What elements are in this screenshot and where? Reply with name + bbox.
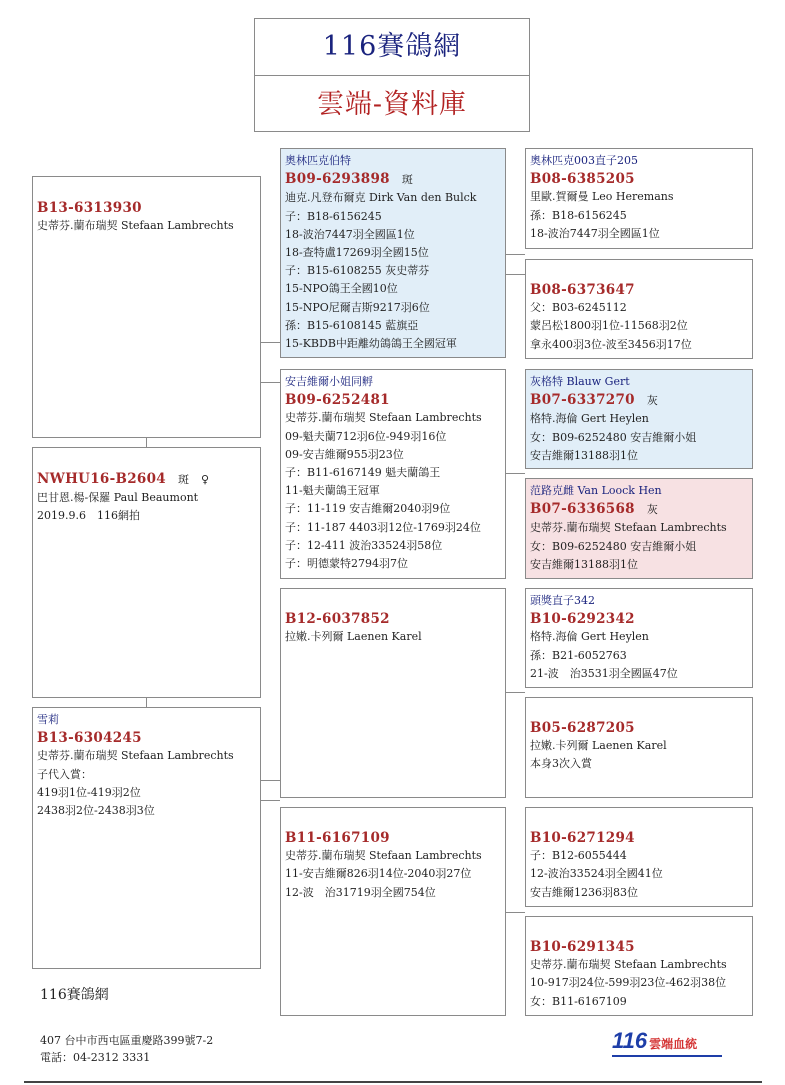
card-line: 本身3次入賞: [530, 757, 592, 771]
connector-line: [505, 254, 525, 255]
connector-line: [260, 780, 280, 781]
card-line: 史蒂芬.蘭布瑞契 Stefaan Lambrechts: [37, 219, 234, 233]
great-grandparent-card-5[interactable]: [525, 588, 753, 688]
connector-line: [505, 473, 525, 474]
card-line: 子：B18-6156245: [285, 209, 382, 223]
card-line: 子：B11-6167149 魁夫蘭鴿王: [285, 466, 441, 480]
card-line: 里歐.賀爾曼 Leo Heremans: [530, 190, 674, 204]
dam-card[interactable]: [32, 707, 261, 969]
ancestor-ring: B10-6291345: [530, 939, 635, 955]
dam-sire-ring: B12-6037852: [285, 611, 390, 627]
footer-address: 407 台中市西屯區重慶路399號7-2: [40, 1034, 214, 1047]
card-line: 子：11-119 安吉維爾2040羽9位: [285, 502, 451, 516]
card-line: 11-魁夫蘭鴿王冠軍: [285, 484, 380, 498]
logo-number: 116: [612, 1028, 648, 1053]
card-line: 女：B09-6252480 安吉維爾小姐: [530, 430, 697, 444]
card-line: 迪克.凡登布爾克 Dirk Van den Bulck: [285, 191, 477, 205]
card-line: 格特.海倫 Gert Heylen: [530, 630, 649, 644]
card-line: 子代入賞：: [37, 767, 92, 781]
card-line: 09-魁夫蘭712羽6位-949羽16位: [285, 429, 447, 443]
ancestor-ring: B10-6271294: [530, 830, 635, 846]
footer-phone: 電話：04-2312 3331: [40, 1051, 151, 1064]
card-line: 10-917羽24位-599羽23位-462羽38位: [530, 976, 727, 990]
great-grandparent-card-2[interactable]: [525, 259, 753, 359]
bottom-divider: [24, 1081, 762, 1083]
card-line: 女：B11-6167109: [530, 994, 627, 1008]
logo-underline: [612, 1055, 722, 1057]
card-line: 父：B03-6245112: [530, 301, 627, 315]
dam-name: 雪莉: [37, 713, 59, 726]
footer-site-name: 116賽鴿網: [40, 987, 109, 1003]
card-line: 巴甘恩.楊-保羅 Paul Beaumont: [37, 491, 199, 505]
connector-line: [260, 800, 280, 801]
card-line: 18-波治7447羽全國區1位: [530, 226, 660, 240]
card-line: 12-波治33524羽全國41位: [530, 867, 663, 881]
card-line: 史蒂芬.蘭布瑞契 Stefaan Lambrechts: [37, 749, 234, 763]
subject-card[interactable]: [32, 447, 261, 698]
sire-dam-name: 安吉維爾小姐同孵: [285, 375, 373, 388]
card-line: 11-安吉維爾826羽14位-2040羽27位: [285, 867, 472, 881]
sire-sire-ring: B09-6293898: [285, 171, 390, 188]
card-line: 子：B12-6055444: [530, 849, 627, 863]
ancestor-name: 奧林匹克003直子205: [530, 154, 638, 167]
card-line: 拿永400羽3位-波至3456羽17位: [530, 337, 692, 351]
sex-mark: ♀: [201, 473, 210, 486]
color-mark: 灰: [646, 503, 658, 517]
card-line: 419羽1位-419羽2位: [37, 785, 141, 799]
card-line: 史蒂芬.蘭布瑞契 Stefaan Lambrechts: [530, 521, 727, 535]
card-line: 2019.9.6 116網拍: [37, 509, 140, 523]
card-line: 格特.海倫 Gert Heylen: [530, 412, 649, 426]
connector-line: [260, 342, 280, 343]
ancestor-ring: B08-6373647: [530, 282, 635, 298]
card-line: 2438羽2位-2438羽3位: [37, 804, 155, 818]
connector-line: [146, 438, 147, 447]
card-line: 安吉維爾13188羽1位: [530, 557, 638, 571]
sire-dam-card[interactable]: [280, 369, 506, 579]
ancestor-ring: B07-6336568: [530, 501, 635, 518]
subject-ring: NWHU16-B2604: [37, 471, 167, 487]
ancestor-name: 灰格特 Blauw Gert: [530, 375, 630, 388]
ancestor-name: 范路克雌 Van Loock Hen: [530, 484, 662, 497]
sire-sire-card[interactable]: [280, 148, 506, 358]
great-grandparent-card-8[interactable]: [525, 916, 753, 1016]
card-line: 12-波 治31719羽全國754位: [285, 885, 436, 899]
great-grandparent-card-1[interactable]: [525, 148, 753, 249]
card-line: 18-查特盧17269羽全國15位: [285, 246, 429, 260]
dam-sire-card[interactable]: [280, 588, 506, 798]
sire-sire-name: 奧林匹克伯特: [285, 154, 351, 167]
card-line: 安吉維爾1236羽83位: [530, 885, 638, 899]
card-line: 子：B15-6108255 灰史蒂芬: [285, 264, 430, 278]
card-line: 拉嫩.卡列爾 Laenen Karel: [285, 630, 422, 644]
card-line: 史蒂芬.蘭布瑞契 Stefaan Lambrechts: [285, 849, 482, 863]
card-line: 18-波治7447羽全國區1位: [285, 227, 415, 241]
card-line: 蒙呂松1800羽1位-11568羽2位: [530, 319, 688, 333]
card-line: 子：明德蒙特2794羽7位: [285, 557, 408, 571]
card-line: 15-KBDB中距離幼鴿鴿王全國冠軍: [285, 337, 457, 351]
sire-card[interactable]: [32, 176, 261, 438]
great-grandparent-card-3[interactable]: [525, 369, 753, 469]
card-line: 女：B09-6252480 安吉維爾小姐: [530, 539, 697, 553]
sire-ring: B13-6313930: [37, 200, 142, 216]
card-line: 拉嫩.卡列爾 Laenen Karel: [530, 739, 667, 753]
card-line: 子：11-187 4403羽12位-1769羽24位: [285, 520, 481, 534]
card-line: 21-波 治3531羽全國區47位: [530, 666, 678, 680]
card-line: 15-NPO鴿王全國10位: [285, 282, 398, 296]
card-line: 孫：B21-6052763: [530, 648, 627, 662]
connector-line: [505, 274, 525, 275]
color-mark: 斑: [178, 473, 190, 486]
ancestor-ring: B08-6385205: [530, 171, 635, 188]
card-line: 安吉維爾13188羽1位: [530, 448, 638, 462]
ancestor-ring: B05-6287205: [530, 720, 635, 736]
great-grandparent-card-6[interactable]: [525, 697, 753, 798]
footer-contact: [40, 1032, 213, 1066]
ancestor-ring: B10-6292342: [530, 611, 635, 628]
logo-text: 雲端血統: [649, 1037, 698, 1051]
ancestor-name: 頭獎直子342: [530, 594, 595, 607]
connector-line: [146, 697, 147, 707]
title-box: [254, 18, 530, 132]
brand-logo: [612, 1028, 697, 1054]
dam-dam-card[interactable]: [280, 807, 506, 1016]
card-line: 孫：B15-6108145 藍旗亞: [285, 318, 419, 332]
great-grandparent-card-4[interactable]: [525, 478, 753, 579]
color-mark: 灰: [646, 394, 658, 408]
card-line: 孫：B18-6156245: [530, 208, 627, 222]
great-grandparent-card-7[interactable]: [525, 807, 753, 907]
card-line: 史蒂芬.蘭布瑞契 Stefaan Lambrechts: [530, 958, 727, 972]
card-line: 09-安吉維爾955羽23位: [285, 447, 404, 461]
connector-line: [505, 912, 525, 913]
card-line: 子：12-411 波治33524羽58位: [285, 538, 443, 552]
dam-dam-ring: B11-6167109: [285, 830, 390, 846]
card-line: 史蒂芬.蘭布瑞契 Stefaan Lambrechts: [285, 411, 482, 425]
connector-line: [260, 382, 280, 383]
dam-ring: B13-6304245: [37, 730, 142, 747]
site-title: 116賽鴿網: [255, 19, 529, 76]
ancestor-ring: B07-6337270: [530, 392, 635, 409]
color-mark: 斑: [401, 173, 413, 187]
connector-line: [505, 692, 525, 693]
card-line: 15-NPO尼爾吉斯9217羽6位: [285, 300, 430, 314]
sire-dam-ring: B09-6252481: [285, 392, 390, 409]
database-subtitle: 雲端-資料庫: [316, 89, 468, 120]
